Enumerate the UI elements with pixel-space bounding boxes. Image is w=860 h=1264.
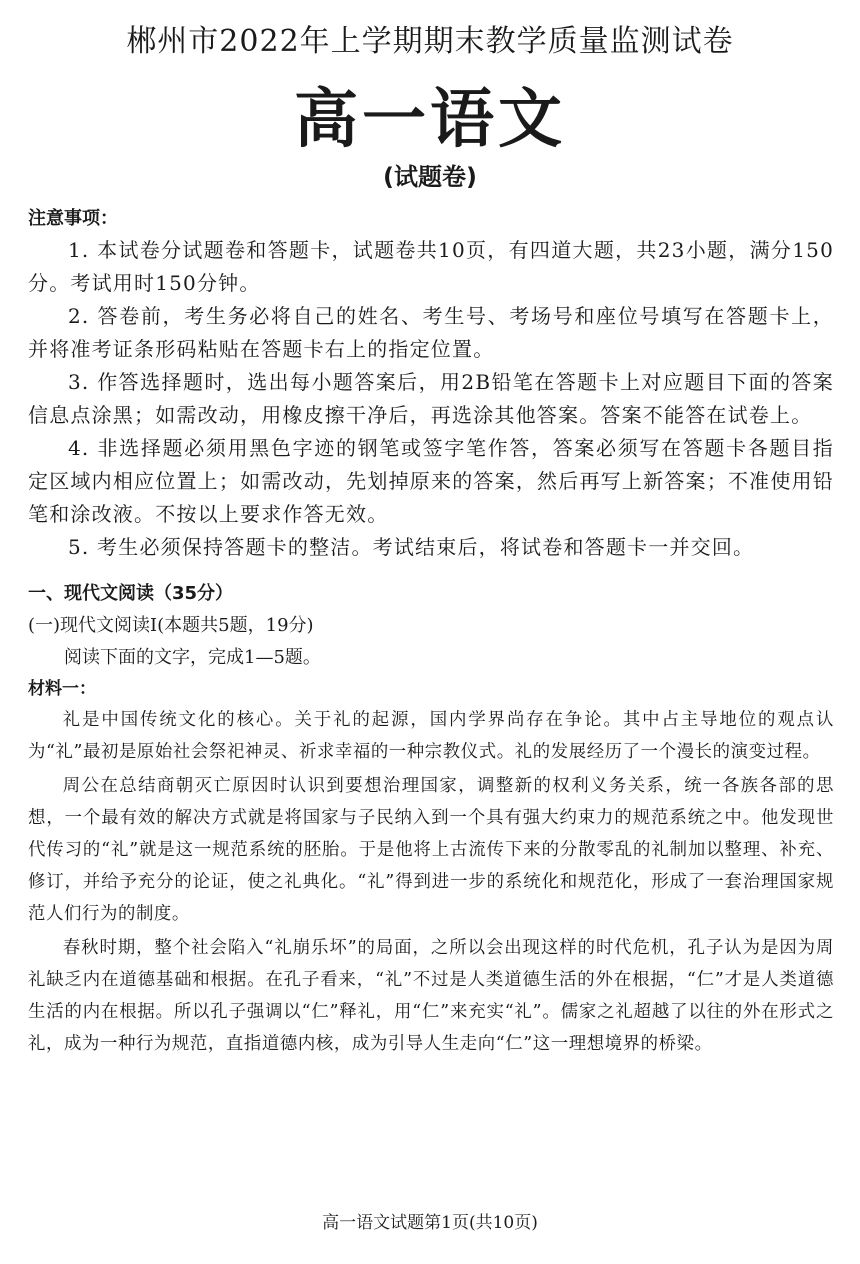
material-paragraph: 礼是中国传统文化的核心。关于礼的起源，国内学界尚存在争论。其中占主导地位的观点认为“礼”最初是原始社会祭祀神灵、祈求幸福的一种宗教仪式。礼的发展经历了一个漫长的演变过程。	[28, 710, 834, 762]
subsection-title: (一)现代文阅读Ⅰ(本题共5题，19分)	[28, 615, 314, 636]
notice-list	[28, 234, 834, 564]
material-label: 材料一：	[28, 679, 96, 699]
notice-item: 4. 非选择题必须用黑色字迹的钢笔或签字笔作答，答案必须写在答题卡各题目指定区域内相应位置上；如需改动，先划掉原来的答案，然后再写上新答案；不准使用铅笔和涂改液。不按以上要求作答无效。	[28, 436, 834, 526]
exam-title: 郴州市2022年上学期期末教学质量监测试卷	[126, 24, 734, 59]
material-text	[28, 704, 834, 1060]
notice-item: 3. 作答选择题时，选出每小题答案后，用2B铅笔在答题卡上对应题目下面的答案信息点涂黑；如需改动，用橡皮擦干净后，再选涂其他答案。答案不能答在试卷上。	[28, 370, 834, 427]
page-content	[28, 204, 834, 1062]
material-paragraph: 春秋时期，整个社会陷入“礼崩乐坏”的局面，之所以会出现这样的时代危机，孔子认为是因为周礼缺乏内在道德基础和根据。在孔子看来，“礼”不过是人类道德生活的外在根据，“仁”才是人类道德生活的内在根据。所以孔子强调以“仁”释礼，用“仁”来充实“礼”。儒家之礼超越了以往的外在形式之礼，成为一种行为规范，直指道德内核，成为引导人生走向“仁”这一理想境界的桥梁。	[28, 938, 834, 1054]
subject-title: 高一语文	[294, 82, 566, 157]
notice-item: 5. 考生必须保持答题卡的整洁。考试结束后，将试卷和答题卡一并交回。	[68, 535, 755, 559]
page-footer: 高一语文试题第1页(共10页)	[322, 1213, 538, 1233]
reading-instruction: 阅读下面的文字，完成1—5题。	[64, 647, 321, 668]
material-paragraph: 周公在总结商朝灭亡原因时认识到要想治理国家，调整新的权利义务关系，统一各族各部的思想，一个最有效的解决方式就是将国家与子民纳入到一个具有强大约束力的规范系统之中。他发现世代传习的“礼”就是这一规范系统的胚胎。于是他将上古流传下来的分散零乱的礼制加以整理、补充、修订，并给予充分的论证，使之礼典化。“礼”得到进一步的系统化和规范化，形成了一套治理国家规范人们行为的制度。	[28, 776, 834, 924]
notice-item: 1. 本试卷分试题卷和答题卡，试题卷共10页，有四道大题，共23小题，满分150分。考试用时150分钟。	[28, 238, 834, 295]
section-title: 一、现代文阅读（35分）	[28, 583, 234, 604]
notice-item: 2. 答卷前，考生务必将自己的姓名、考生号、考场号和座位号填写在答题卡上，并将准考证条形码粘贴在答题卡右上的指定位置。	[28, 304, 834, 361]
paper-type: (试题卷)	[383, 163, 477, 191]
notice-heading: 注意事项：	[28, 208, 118, 229]
